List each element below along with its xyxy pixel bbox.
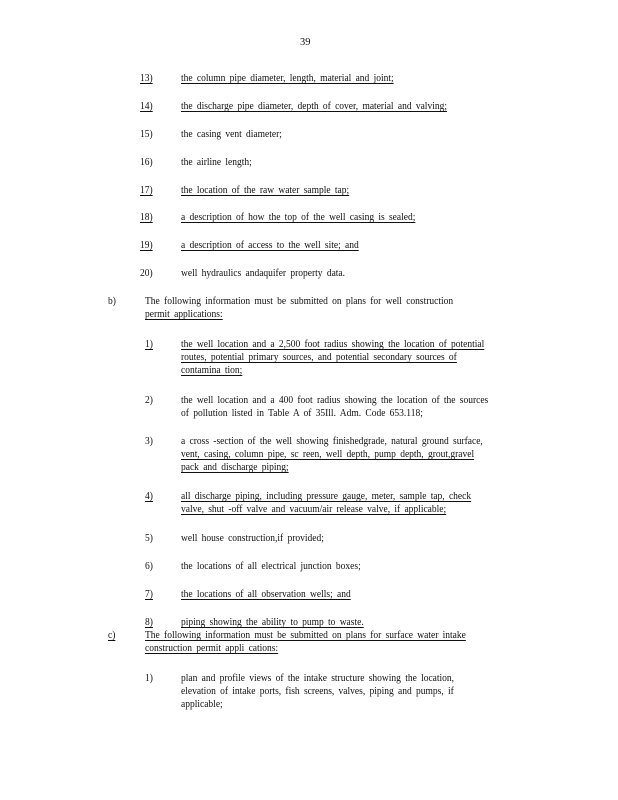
list-item-text: the location of the raw water sample tap;	[181, 185, 350, 196]
list-item-line: vent, casing, column pipe, sc reen, well depth, pump depth, grout,gravel	[181, 449, 475, 460]
list-item-number: 14)	[140, 101, 153, 112]
section-intro-line: construction permit appli cations:	[145, 643, 279, 654]
section-intro-line: permit applications:	[145, 309, 223, 320]
list-item-number: 13)	[140, 73, 153, 84]
list-item-number: 8)	[145, 617, 153, 628]
list-item-text: the airline length;	[181, 157, 252, 168]
list-item-line: routes, potential primary sources, and potential secondary sources of	[181, 352, 457, 363]
list-item-number: 17)	[140, 185, 153, 196]
list-item-number: 1)	[145, 339, 153, 350]
section-intro-line: The following information must be submitted on plans for well construction	[145, 296, 454, 307]
list-item-number: 16)	[140, 157, 153, 168]
list-item-number: 5)	[145, 533, 153, 544]
list-item-line: of pollution listed in Table A of 35Ill. Adm. Code 653.118;	[181, 408, 423, 419]
list-item-number: 3)	[145, 436, 153, 447]
list-item-text: a description of access to the well site; and	[181, 240, 359, 251]
page-number: 39	[300, 36, 311, 48]
list-item-number: 6)	[145, 561, 153, 572]
section-label: b)	[108, 296, 116, 307]
list-item-text: the casing vent diameter;	[181, 129, 282, 140]
list-item-text: the discharge pipe diameter, depth of cover, material and valving;	[181, 101, 447, 112]
list-item-number: 19)	[140, 240, 153, 251]
list-item-line: the locations of all electrical junction boxes;	[181, 561, 361, 572]
list-item-line: the well location and a 400 foot radius showing the location of the sources	[181, 395, 489, 406]
list-item-line: well house construction,if provided;	[181, 533, 324, 544]
section-intro-line: The following information must be submitted on plans for surface water intake	[145, 630, 466, 641]
list-item-text: well hydraulics andaquifer property data.	[181, 268, 346, 279]
list-item-number: 7)	[145, 589, 153, 600]
list-item-line: applicable;	[181, 699, 223, 710]
list-item-number: 18)	[140, 212, 153, 223]
list-item-number: 4)	[145, 491, 153, 502]
list-item-text: a description of how the top of the well casing is sealed;	[181, 212, 416, 223]
list-item-line: plan and profile views of the intake structure showing the location,	[181, 673, 455, 684]
list-item-line: a cross -section of the well showing finishedgrade, natural ground surface,	[181, 436, 483, 447]
section-label: c)	[108, 630, 116, 641]
list-item-line: contamina tion;	[181, 365, 243, 376]
list-item-line: the locations of all observation wells; and	[181, 589, 351, 600]
list-item-text: the column pipe diameter, length, material and joint;	[181, 73, 394, 84]
list-item-line: all discharge piping, including pressure gauge, meter, sample tap, check	[181, 491, 472, 502]
list-item-line: pack and discharge piping;	[181, 462, 289, 473]
list-item-number: 15)	[140, 129, 153, 140]
list-item-line: valve, shut -off valve and vacuum/air release valve, if applicable;	[181, 504, 447, 515]
list-item-number: 1)	[145, 673, 153, 684]
list-item-line: elevation of intake ports, fish screens, valves, piping and pumps, if	[181, 686, 454, 697]
list-item-line: the well location and a 2,500 foot radius showing the location of potential	[181, 339, 485, 350]
list-item-number: 2)	[145, 395, 153, 406]
list-item-line: piping showing the ability to pump to waste.	[181, 617, 364, 628]
list-item-number: 20)	[140, 268, 153, 279]
